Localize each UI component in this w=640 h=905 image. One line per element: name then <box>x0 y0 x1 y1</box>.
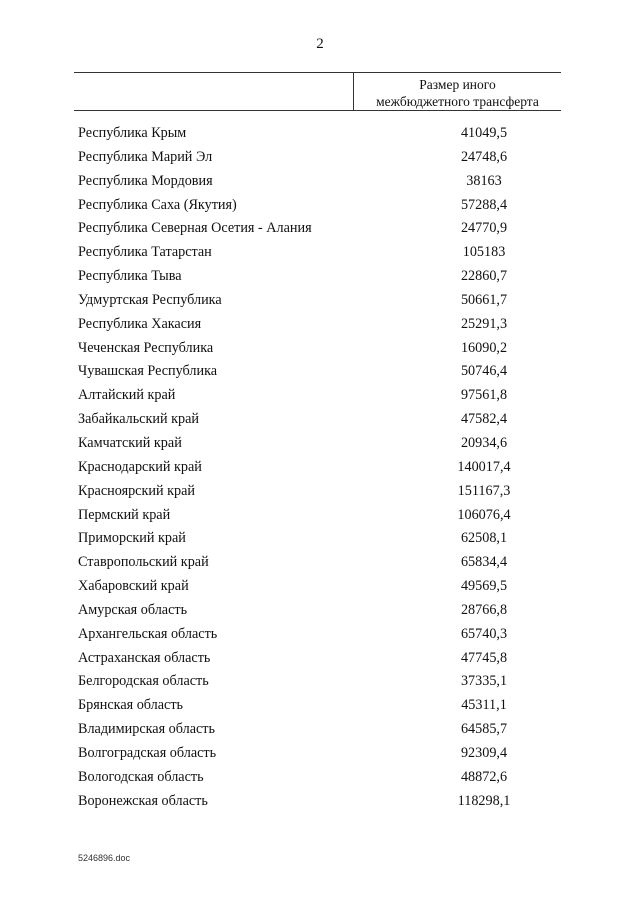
column-header-line-1: Размер иного <box>419 77 496 92</box>
transfer-value: 106076,4 <box>457 506 511 523</box>
table-row <box>78 241 561 265</box>
region-name: Забайкальский край <box>78 411 199 428</box>
region-name: Краснодарский край <box>78 458 202 475</box>
transfer-value: 47582,4 <box>460 411 508 428</box>
table-row <box>78 670 561 694</box>
region-name: Камчатский край <box>78 434 182 451</box>
transfer-value: 57288,4 <box>460 196 508 213</box>
transfer-value: 37335,1 <box>460 673 508 690</box>
region-name: Республика Марий Эл <box>78 148 213 165</box>
transfer-value: 118298,1 <box>457 792 511 809</box>
region-name: Белгородская область <box>78 673 209 690</box>
region-name: Республика Татарстан <box>78 244 212 261</box>
region-name: Воронежская область <box>78 792 208 809</box>
transfer-value: 38163 <box>466 172 502 189</box>
transfer-value: 16090,2 <box>460 339 508 356</box>
region-name: Республика Хакасия <box>78 315 202 332</box>
column-header <box>354 76 561 110</box>
transfer-value: 48872,6 <box>460 768 508 785</box>
table-row <box>78 504 561 528</box>
region-name: Приморский край <box>78 530 186 547</box>
region-name: Республика Северная Осетия - Алания <box>78 220 312 237</box>
region-name: Волгоградская область <box>78 744 217 761</box>
region-name: Удмуртская Республика <box>78 291 222 308</box>
region-name: Вологодская область <box>78 768 204 785</box>
column-header-line-2: межбюджетного трансферта <box>376 94 539 109</box>
table-row <box>78 384 561 408</box>
transfer-value: 20934,6 <box>460 434 508 451</box>
table-row <box>78 146 561 170</box>
transfer-value: 49569,5 <box>460 578 508 595</box>
transfer-value: 65834,4 <box>460 554 508 571</box>
page-number: 2 <box>316 36 324 52</box>
table-row <box>78 718 561 742</box>
table-row <box>78 742 561 766</box>
table-body <box>78 122 561 813</box>
document-code: 5246896.doc <box>78 853 131 863</box>
table-row <box>78 480 561 504</box>
region-name: Владимирская область <box>78 721 215 738</box>
transfer-value: 22860,7 <box>460 268 508 285</box>
region-name: Республика Тыва <box>78 268 182 285</box>
table-header-bottom-rule <box>74 110 561 111</box>
table-row <box>78 122 561 146</box>
table-row <box>78 551 561 575</box>
region-name: Чеченская Республика <box>78 339 214 356</box>
transfer-value: 151167,3 <box>457 482 511 499</box>
table-row <box>78 694 561 718</box>
region-name: Республика Мордовия <box>78 172 213 189</box>
table-row <box>78 790 561 814</box>
table-row <box>78 337 561 361</box>
transfer-value: 64585,7 <box>460 721 508 738</box>
transfer-value: 50661,7 <box>460 291 508 308</box>
table-row <box>78 575 561 599</box>
region-name: Амурская область <box>78 601 188 618</box>
table-row <box>78 432 561 456</box>
table-row <box>78 527 561 551</box>
transfer-value: 41049,5 <box>460 125 508 141</box>
region-name: Астраханская область <box>78 649 211 666</box>
table-row <box>78 456 561 480</box>
region-name: Хабаровский край <box>78 578 189 595</box>
transfer-value: 62508,1 <box>460 530 508 547</box>
transfer-value: 24770,9 <box>460 220 508 237</box>
transfer-value: 50746,4 <box>460 363 508 380</box>
region-name: Красноярский край <box>78 482 195 499</box>
table-row <box>78 647 561 671</box>
table-row <box>78 265 561 289</box>
transfer-value: 97561,8 <box>460 387 508 404</box>
table-top-rule <box>74 72 561 73</box>
table-row <box>78 289 561 313</box>
transfer-value: 45311,1 <box>461 697 507 714</box>
table-row <box>78 194 561 218</box>
transfer-value: 140017,4 <box>457 458 511 475</box>
region-name: Республика Саха (Якутия) <box>78 196 237 213</box>
region-name: Ставропольский край <box>78 554 209 571</box>
table-row <box>78 360 561 384</box>
transfer-value: 28766,8 <box>460 601 508 618</box>
table-row <box>78 408 561 432</box>
region-name: Архангельская область <box>78 625 218 642</box>
transfer-value: 47745,8 <box>460 649 508 666</box>
transfer-value: 24748,6 <box>460 148 508 165</box>
region-name: Пермский край <box>78 506 171 523</box>
region-name: Республика Крым <box>78 125 187 141</box>
region-name: Чувашская Республика <box>78 363 218 380</box>
transfer-value: 105183 <box>462 244 506 261</box>
table-row <box>78 623 561 647</box>
transfer-value: 65740,3 <box>460 625 508 642</box>
transfer-value: 25291,3 <box>460 315 508 332</box>
table-row <box>78 313 561 337</box>
region-name: Алтайский край <box>78 387 176 404</box>
region-name: Брянская область <box>78 697 184 714</box>
table-row <box>78 170 561 194</box>
table-row <box>78 766 561 790</box>
transfer-value: 92309,4 <box>460 744 508 761</box>
table-row <box>78 217 561 241</box>
table-header <box>74 72 561 112</box>
table-row <box>78 599 561 623</box>
